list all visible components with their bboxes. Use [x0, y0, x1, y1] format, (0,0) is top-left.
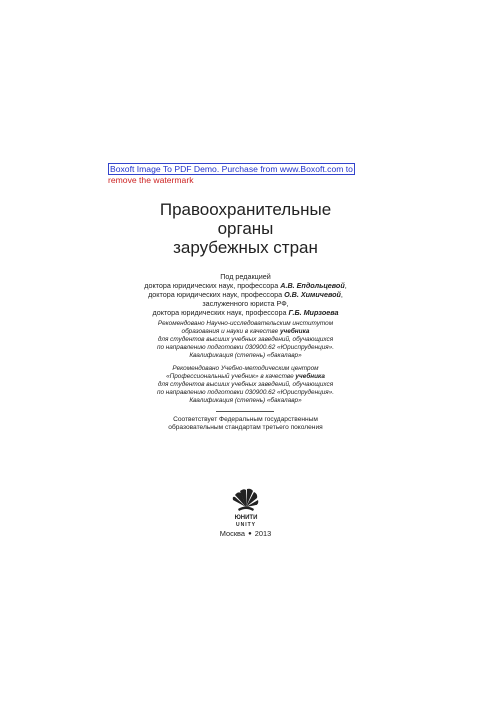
editor-2-name: О.В. Химичевой [284, 290, 341, 299]
editors-intro: Под редакцией [220, 272, 271, 281]
standard-line-2: образовательным стандартам третьего поколения [168, 424, 323, 431]
imprint-separator: ● [248, 530, 252, 537]
recommendation-1 [0, 320, 491, 360]
rec1-line-2-text: образования и науки в качестве [181, 328, 280, 335]
watermark [108, 163, 353, 185]
editor-2-title: доктора юридических наук, профессора [148, 290, 285, 299]
editor-1-suffix: , [344, 281, 347, 290]
section-divider [216, 411, 274, 412]
watermark-line-1[interactable]: Boxoft Image To PDF Demo. Purchase from www.Boxoft.com to [110, 164, 353, 174]
rec2-line-4: по направлению подготовки 030900.62 «Юриспруденция». [156, 389, 335, 396]
imprint-year: 2013 [254, 529, 272, 538]
imprint [0, 529, 491, 539]
unity-publisher-logo-icon [229, 487, 263, 529]
rec2-line-2-text: «Профессиональный учебник» в качестве [166, 373, 296, 380]
editor-2-suffix: , [340, 290, 343, 299]
rec1-line-5: Квалификация (степень) «бакалавр» [189, 352, 302, 359]
title-line-1: Правоохранительные [159, 200, 332, 219]
editor-3 [0, 308, 491, 317]
title-line-2: органы [217, 219, 274, 238]
editor-3-name: Г.Б. Мирзоева [288, 308, 339, 317]
rec1-line-1: Рекомендовано Научно-исследовательским институтом [157, 320, 334, 327]
book-title [0, 200, 491, 257]
rec2-line-5: Квалификация (степень) «бакалавр» [189, 397, 302, 404]
logo-text-cyrillic: ЮНИТИ [234, 515, 258, 521]
editors-block [0, 272, 491, 317]
rec1-line-2-bold: учебника [279, 328, 310, 335]
rec1-line-4: по направлению подготовки 030900.62 «Юриспруденция». [156, 344, 335, 351]
title-line-3: зарубежных стран [173, 238, 318, 257]
imprint-city: Москва [219, 529, 246, 538]
rec2-line-3: для студентов высших учебных заведений, обучающихся [157, 381, 334, 388]
rec2-line-2-bold: учебника [295, 373, 325, 380]
rec2-line-1: Рекомендовано Учебно-методическим центром [172, 365, 319, 372]
rec1-line-3: для студентов высших учебных заведений, обучающихся [157, 336, 334, 343]
editor-1-name: А.В. Епдольцевой [280, 281, 345, 290]
editor-1 [0, 281, 491, 290]
rec1-line-2 [0, 328, 491, 336]
logo-text-latin: UNITY [236, 522, 256, 528]
editor-2 [0, 290, 491, 299]
recommendation-2 [0, 365, 491, 405]
editor-3-title: доктора юридических наук, профессора [152, 308, 289, 317]
standard-compliance [0, 416, 491, 432]
watermark-line-2: remove the watermark [108, 175, 194, 185]
editor-3-honor: заслуженного юриста РФ, [202, 299, 289, 308]
rec2-line-2 [0, 373, 491, 381]
editor-1-title: доктора юридических наук, профессора [144, 281, 281, 290]
standard-line-1: Соответствует Федеральным государственным [173, 416, 318, 423]
